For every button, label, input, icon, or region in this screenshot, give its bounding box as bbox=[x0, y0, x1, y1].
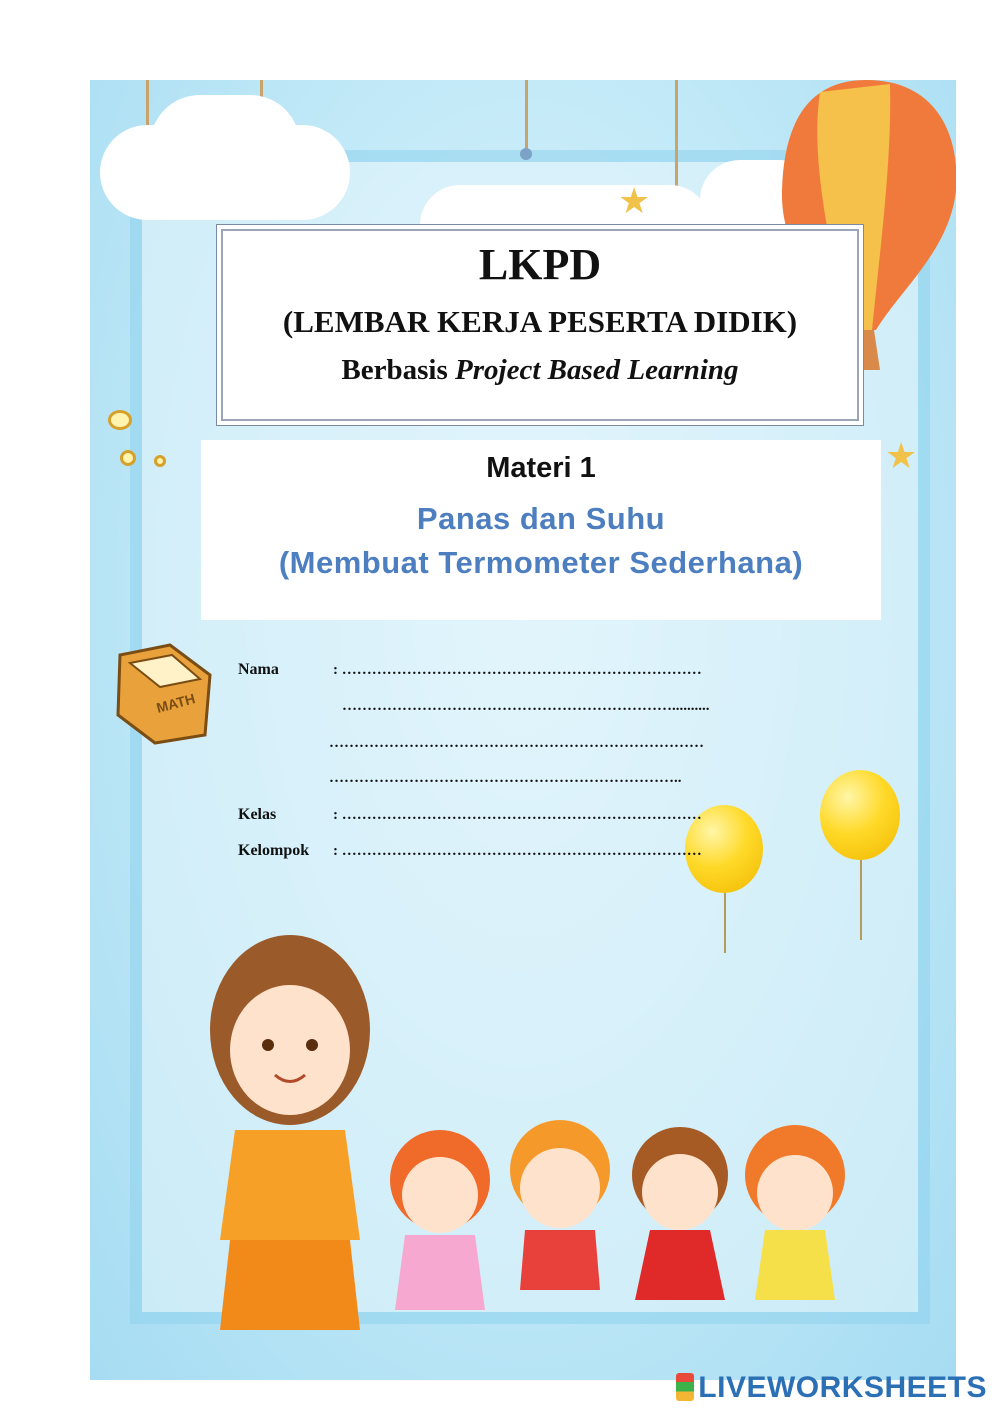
kelas-field[interactable]: : ……………………………………………………………… bbox=[333, 807, 702, 823]
basis-model: Project Based Learning bbox=[455, 354, 739, 386]
watermark-text: LIVEWORKSHEETS bbox=[698, 1371, 987, 1404]
nama-field-line-4[interactable]: …………………………………………………………….. bbox=[329, 770, 682, 786]
learning-model bbox=[217, 354, 863, 387]
title-box bbox=[216, 224, 864, 426]
page-subtitle: (LEMBAR KERJA PESERTA DIDIK) bbox=[282, 304, 798, 339]
kelompok-label: Kelompok bbox=[238, 842, 310, 859]
materi-label: Materi 1 bbox=[486, 452, 596, 484]
star-icon: ★ bbox=[618, 181, 651, 221]
liveworksheets-watermark[interactable] bbox=[676, 1371, 987, 1405]
math-book-icon bbox=[110, 635, 220, 745]
nama-field-line-3[interactable]: ………………………………………………………………… bbox=[329, 735, 704, 751]
materi-subtopic: (Membuat Termometer Sederhana) bbox=[278, 545, 804, 580]
cloud bbox=[150, 95, 300, 195]
nama-label: Nama bbox=[238, 661, 279, 678]
kelas-label: Kelas bbox=[238, 806, 277, 823]
star-icon: ★ bbox=[885, 436, 918, 476]
bubble-dot bbox=[154, 455, 166, 467]
nama-field-line-2[interactable]: ………………………………………………………….......... bbox=[342, 698, 710, 714]
liveworksheets-logo-icon bbox=[676, 1373, 694, 1401]
kelompok-field[interactable]: : ……………………………………………………………… bbox=[333, 843, 702, 859]
materi-box bbox=[201, 440, 881, 620]
child-figures bbox=[390, 1120, 845, 1310]
page-title: LKPD bbox=[478, 240, 602, 289]
hanging-bead bbox=[520, 148, 532, 160]
bubble-dot bbox=[108, 410, 132, 430]
yellow-balloon bbox=[820, 770, 900, 860]
svg-text:MATH: MATH bbox=[154, 690, 197, 716]
hanging-string bbox=[675, 80, 678, 190]
teacher-and-children-illustration bbox=[160, 910, 920, 1330]
hanging-string bbox=[525, 80, 528, 150]
teacher-figure bbox=[210, 935, 370, 1330]
nama-field[interactable]: : ……………………………………………………………… bbox=[333, 662, 702, 678]
bubble-dot bbox=[120, 450, 136, 466]
basis-prefix: Berbasis bbox=[341, 354, 448, 386]
materi-topic: Panas dan Suhu bbox=[416, 501, 666, 536]
